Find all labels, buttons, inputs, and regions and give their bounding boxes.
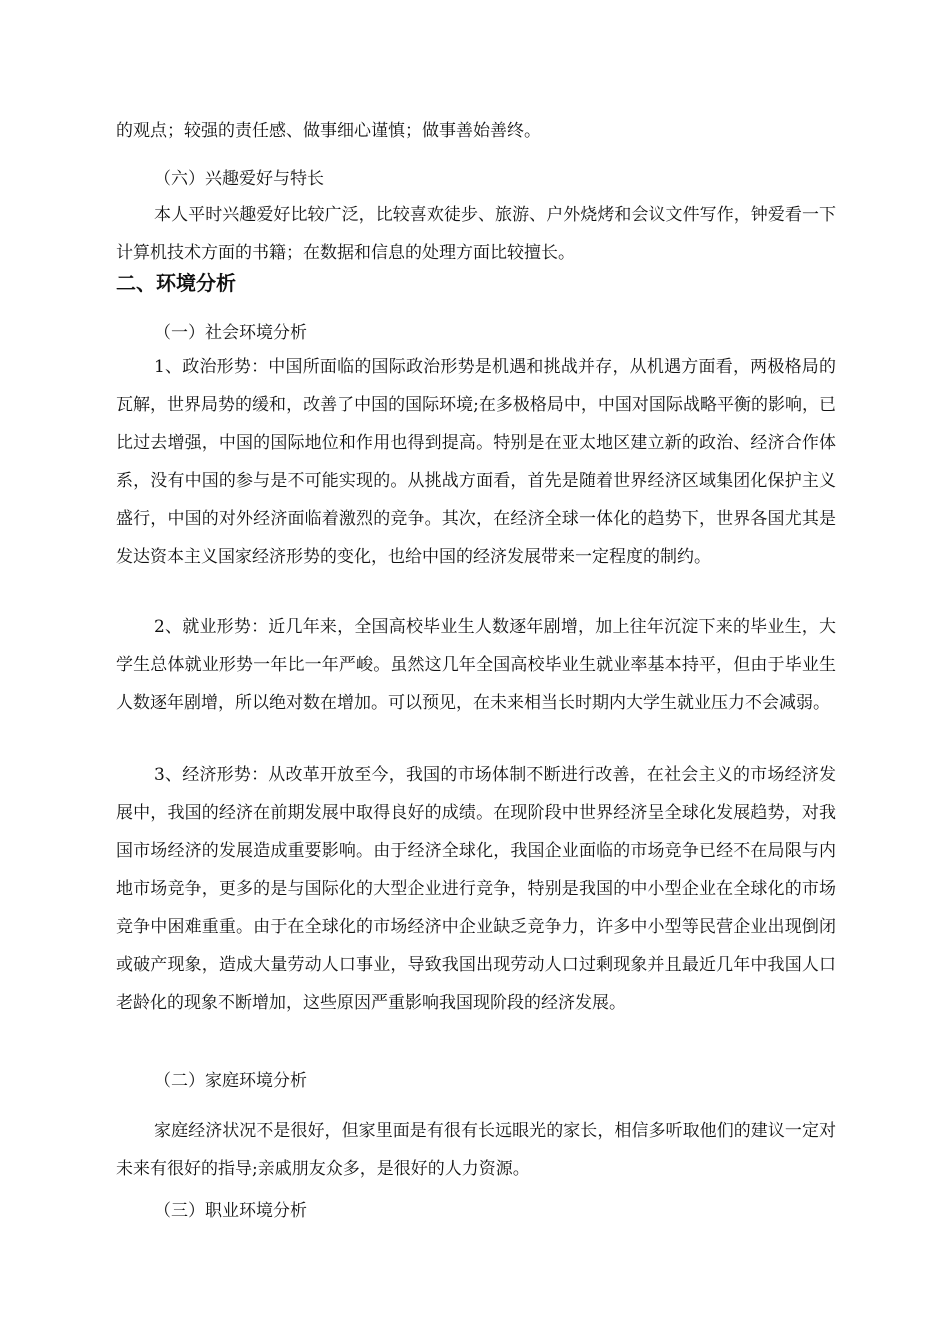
politics-text: 1、政治形势：中国所面临的国际政治形势是机遇和挑战并存，从机遇方面看，两极格局的瓦解，世界局势的缓和，改善了中国的国际环境;在多极格局中，中国对国际战略平衡的影响，已比过去增强，中国的国际地位和作用也得到提高。特别是在亚太地区建立新的政治、经济合作体系，没有中国的参与是不可能实现的。从挑战方面看，首先是随着世界经济区域集团化保护主义盛行，中国的对外经济面临着激烈的竞争。其次，在经济全球一体化的趋势下，世界各国尤其是发达资本主义国家经济形势的变化，也给中国的经济发展带来一定程度的制约。	[116, 357, 836, 567]
economy-text: 3、经济形势：从改革开放至今，我国的市场体制不断进行改善，在社会主义的市场经济发展中，我国的经济在前期发展中取得良好的成绩。在现阶段中世界经济呈全球化发展趋势，对我国市场经济的发展造成重要影响。由于经济全球化，我国企业面临的市场竞争已经不在局限与内地市场竞争，更多的是与国际化的大型企业进行竞争，特别是我国的中小型企业在全球化的市场竞争中困难重重。由于在全球化的市场经济中企业缺乏竞争力，许多中小型等民营企业出现倒闭或破产现象，造成大量劳动人口事业，导致我国出现劳动人口过剩现象并且最近几年中我国人口老龄化的现象不断增加，这些原因严重影响我国现阶段的经济发展。	[116, 765, 836, 1013]
hobbies-text: 本人平时兴趣爱好比较广泛，比较喜欢徒步、旅游、户外烧烤和会议文件写作，钟爱看一下计算机技术方面的书籍；在数据和信息的处理方面比较擅长。	[116, 205, 836, 263]
subsection-family-environment: （二）家庭环境分析	[154, 1071, 307, 1091]
section-title-hobbies: （六）兴趣爱好与特长	[154, 169, 324, 189]
heading-environment-analysis: 二、环境分析	[116, 271, 236, 295]
employment-paragraph	[116, 608, 836, 722]
hobbies-paragraph	[116, 196, 836, 272]
continued-paragraph: 的观点；较强的责任感、做事细心谨慎；做事善始善终。	[116, 121, 541, 141]
subsection-social-environment: （一）社会环境分析	[154, 323, 307, 343]
family-text: 家庭经济状况不是很好，但家里面是有很有长远眼光的家长，相信多听取他们的建议一定对未来有很好的指导;亲戚朋友众多，是很好的人力资源。	[116, 1121, 836, 1179]
family-paragraph	[116, 1112, 836, 1188]
politics-paragraph	[116, 348, 836, 576]
economy-paragraph	[116, 756, 836, 1022]
employment-text: 2、就业形势：近几年来，全国高校毕业生人数逐年剧增，加上往年沉淀下来的毕业生，大学生总体就业形势一年比一年严峻。虽然这几年全国高校毕业生就业率基本持平，但由于毕业生人数逐年剧增，所以绝对数在增加。可以预见，在未来相当长时期内大学生就业压力不会减弱。	[116, 617, 836, 713]
subsection-career-environment: （三）职业环境分析	[154, 1201, 307, 1221]
